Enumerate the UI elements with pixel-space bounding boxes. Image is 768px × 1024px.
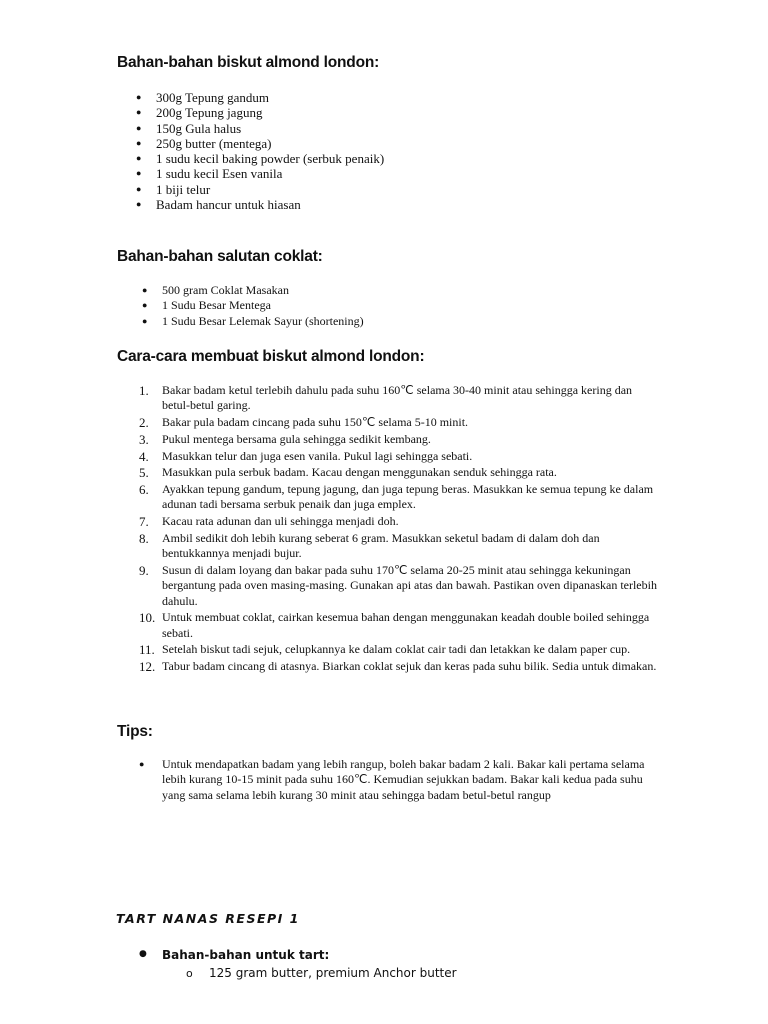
list-item-text: 1 biji telur [156, 181, 211, 197]
method-step [139, 514, 662, 530]
bullet-icon: ● [142, 285, 148, 295]
tips-list [139, 757, 662, 803]
list-item-text: 1 sudu kecil baking powder (serbuk penaik) [156, 151, 385, 167]
ingredient-item [136, 105, 384, 121]
section-heading-method: Cara-cara membuat biskut almond london: [117, 348, 425, 365]
step-text: Tabur badam cincang di atasnya. Biarkan coklat sejuk dan keras pada suhu bilik. Sedia untuk dimakan. [162, 659, 657, 674]
step-text: Bakar badam ketul terlebih dahulu pada suhu 160℃ selama 30-40 minit atau sehingga kering dan betul-betul garing. [162, 383, 633, 413]
step-number: 10. [139, 610, 156, 626]
step-text: Kacau rata adunan dan uli sehingga menjadi doh. [162, 514, 399, 529]
list-item-text: 1 sudu kecil Esen vanila [156, 166, 283, 182]
method-step [139, 659, 662, 675]
ingredient-item [136, 197, 384, 213]
bullet-icon: ● [136, 183, 142, 194]
step-text: Masukkan telur dan juga esen vanila. Pukul lagi sehingga sebati. [162, 448, 473, 463]
step-number: 7. [139, 514, 149, 530]
step-text: Setelah biskut tadi sejuk, celupkannya ke dalam coklat cair tadi dan letakkan ke dalam paper cup. [162, 642, 631, 657]
section-heading-tips: Tips: [117, 723, 153, 740]
method-steps-list [139, 383, 662, 676]
method-step [139, 448, 662, 464]
bullet-icon: ● [136, 199, 142, 210]
ingredient-item [136, 151, 385, 167]
method-step [139, 431, 662, 447]
step-number: 4. [139, 448, 149, 464]
method-step [139, 383, 662, 414]
list-item-text: 1 Sudu Besar Lelemak Sayur (shortening) [162, 313, 364, 328]
step-number: 8. [139, 530, 149, 546]
coating-ingredient-item [142, 313, 364, 329]
bullet-icon: ● [142, 300, 148, 311]
list-item-text: Badam hancur untuk hiasan [156, 197, 301, 213]
step-text: Ambil sedikit doh lebih kurang seberat 6 gram. Masukkan seketul badam di dalam doh dan bentukkannya menjadi bujur. [162, 530, 600, 561]
method-step [139, 465, 662, 481]
tart-sub-item: 125 gram butter, premium Anchor butter [209, 966, 457, 980]
step-text: Susun di dalam loyang dan bakar pada suhu 170℃ selama 20-25 minit atau sehingga kekuningan bergantung pada oven masing-masing. Gunakan api atas dan bawah. Pastikan oven dipanaskan terlebih dahulu. [162, 562, 657, 608]
bullet-icon: ● [136, 107, 142, 118]
section-heading-ingredients: Bahan-bahan biskut almond london: [117, 54, 380, 71]
coating-ingredient-item [142, 283, 364, 298]
list-item-text: 300g Tepung gandum [156, 90, 269, 105]
list-item-text: 150g Gula halus [156, 120, 242, 136]
ingredient-item [136, 166, 384, 182]
bullet-icon: ● [136, 137, 142, 148]
method-step [139, 610, 662, 641]
step-number: 5. [139, 465, 149, 481]
list-item-text: 500 gram Coklat Masakan [162, 283, 289, 297]
list-item-text: 1 Sudu Besar Mentega [162, 298, 271, 313]
ingredient-item [136, 181, 384, 197]
step-number: 6. [139, 481, 149, 497]
step-number: 11. [139, 642, 155, 658]
bullet-icon: ● [136, 92, 142, 102]
list-item-text: 250g butter (mentega) [156, 135, 272, 151]
bullet-icon: ● [136, 168, 142, 179]
step-text: Masukkan pula serbuk badam. Kacau dengan menggunakan senduk sehingga rata. [162, 465, 557, 480]
step-number: 1. [139, 383, 149, 398]
method-step [139, 481, 662, 513]
method-step [139, 562, 662, 609]
method-step [139, 415, 662, 431]
step-number: 2. [139, 415, 149, 431]
list-item-text: 200g Tepung jagung [156, 105, 263, 121]
step-text: Pukul mentega bersama gula sehingga sedikit kembang. [162, 431, 431, 446]
ingredient-item [136, 120, 384, 136]
step-number: 12. [139, 659, 156, 675]
bullet-icon: ● [139, 949, 147, 959]
bullet-icon: ● [136, 122, 142, 133]
section-heading-coating: Bahan-bahan salutan coklat: [117, 248, 323, 265]
bullet-icon: ● [136, 153, 142, 164]
coating-ingredient-item [142, 298, 364, 313]
step-text: Bakar pula badam cincang pada suhu 150℃ selama 5-10 minit. [162, 415, 469, 430]
step-text: Untuk membuat coklat, cairkan kesemua bahan dengan menggunakan keadah double boiled sehingga sebati. [162, 610, 650, 640]
bullet-icon: ● [139, 759, 145, 769]
tart-ingredients-label: Bahan-bahan untuk tart: [162, 948, 330, 962]
method-step [139, 642, 662, 658]
list-item-text: Untuk mendapatkan badam yang lebih rangup, boleh bakar badam 2 kali. Bakar kali pertama selama lebih kurang 10-15 minit pada suhu 160℃. Kemudian sejukkan badam. Bakar kali kedua pada suhu yang sama selama lebih kurang 30 minit atau sehingga badam betul-betul rangup [162, 757, 645, 802]
bullet-icon: ● [142, 315, 148, 326]
ingredient-item [136, 90, 384, 105]
ingredient-item [136, 135, 384, 151]
step-number: 3. [139, 431, 149, 447]
step-number: 9. [139, 562, 149, 578]
ingredients-list [136, 90, 385, 213]
sub-bullet-icon: o [186, 967, 193, 980]
method-step [139, 530, 662, 562]
tart-recipe-title: TART NANAS RESEPI 1 [116, 911, 300, 926]
coating-ingredients-list [142, 283, 364, 329]
tip-item [139, 757, 662, 803]
step-text: Ayakkan tepung gandum, tepung jagung, dan juga tepung beras. Masukkan ke semua tepung ke dalam adunan tadi bersama serbuk penaik dan juga emplex. [162, 481, 654, 512]
